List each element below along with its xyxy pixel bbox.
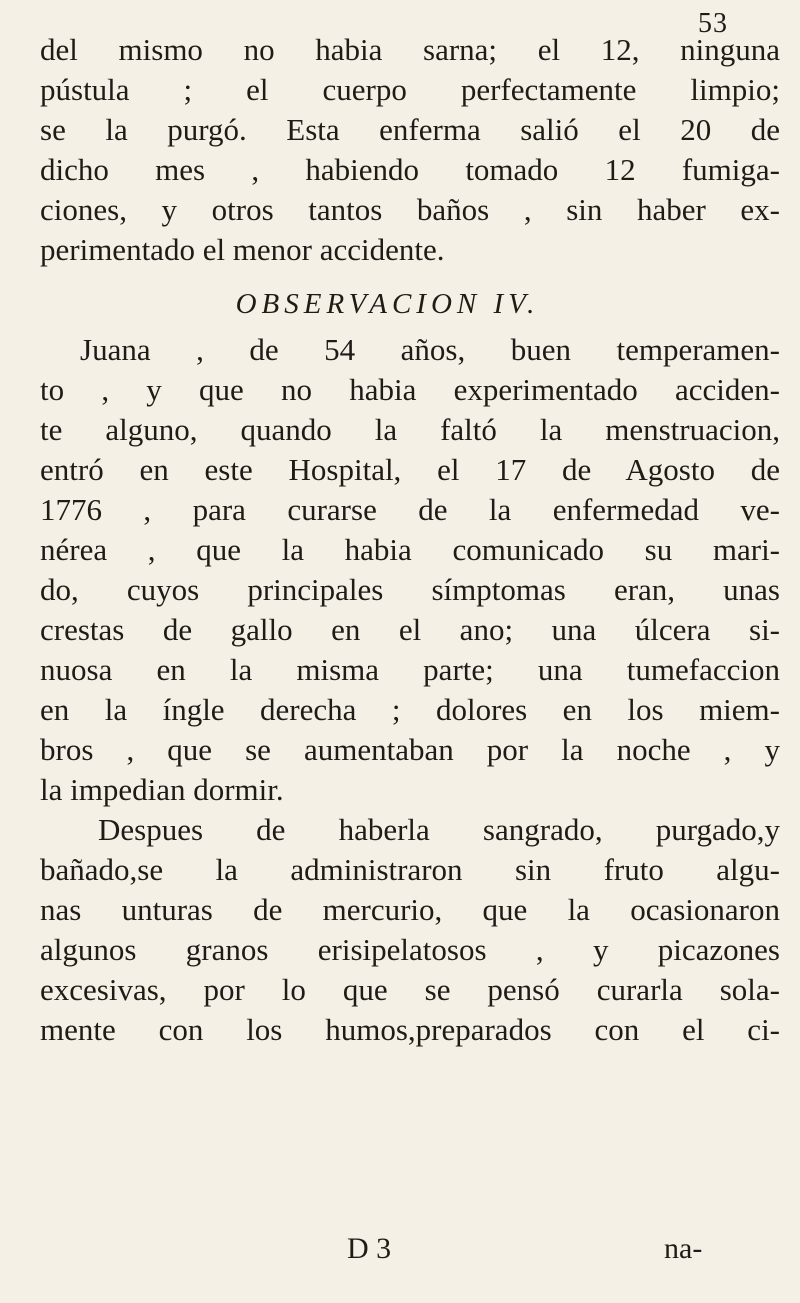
text-line: nas unturas de mercurio, que la ocasionaron bbox=[40, 892, 780, 927]
paragraph-first-line: Juana , de 54 años, buen temperamen- bbox=[80, 332, 780, 367]
text-line: algunos granos erisipelatosos , y picazones bbox=[40, 932, 780, 967]
section-title: OBSERVACION IV. bbox=[235, 288, 540, 320]
page-number: 53 bbox=[698, 8, 728, 39]
text-line: do, cuyos principales símptomas eran, unas bbox=[40, 572, 780, 607]
text-line: entró en este Hospital, el 17 de Agosto de bbox=[40, 452, 780, 487]
page-text bbox=[40, 30, 780, 1050]
text-line: perimentado el menor accidente. bbox=[40, 232, 445, 267]
text-line: bros , que se aumentaban por la noche , y bbox=[40, 732, 780, 767]
text-line: la impedian dormir. bbox=[40, 772, 284, 807]
text-line: 1776 , para curarse de la enfermedad ve- bbox=[40, 492, 780, 527]
page-footer bbox=[0, 1232, 800, 1276]
text-line: dicho mes , habiendo tomado 12 fumiga- bbox=[40, 152, 780, 187]
text-line: mente con los humos,preparados con el ci- bbox=[40, 1012, 780, 1047]
text-line: del mismo no habia sarna; el 12, ninguna bbox=[40, 32, 780, 67]
text-line: nuosa en la misma parte; una tumefaccion bbox=[40, 652, 780, 687]
text-line: nérea , que la habia comunicado su mari- bbox=[40, 532, 780, 567]
text-line: pústula ; el cuerpo perfectamente limpio; bbox=[40, 72, 780, 107]
catchword: na- bbox=[664, 1232, 703, 1265]
text-line: excesivas, por lo que se pensó curarla sola- bbox=[40, 972, 780, 1007]
text-line: se la purgó. Esta enferma salió el 20 de bbox=[40, 112, 780, 147]
text-line: bañado,se la administraron sin fruto algu- bbox=[40, 852, 780, 887]
text-line: te alguno, quando la faltó la menstruacion, bbox=[40, 412, 780, 447]
paragraph-first-line: Despues de haberla sangrado, purgado,y bbox=[98, 812, 780, 847]
text-line: to , y que no habia experimentado acciden- bbox=[40, 372, 780, 407]
signature-mark: D 3 bbox=[347, 1232, 392, 1265]
text-line: ciones, y otros tantos baños , sin haber ex- bbox=[40, 192, 780, 227]
text-line: en la íngle derecha ; dolores en los miem- bbox=[40, 692, 780, 727]
text-line: crestas de gallo en el ano; una úlcera si- bbox=[40, 612, 780, 647]
